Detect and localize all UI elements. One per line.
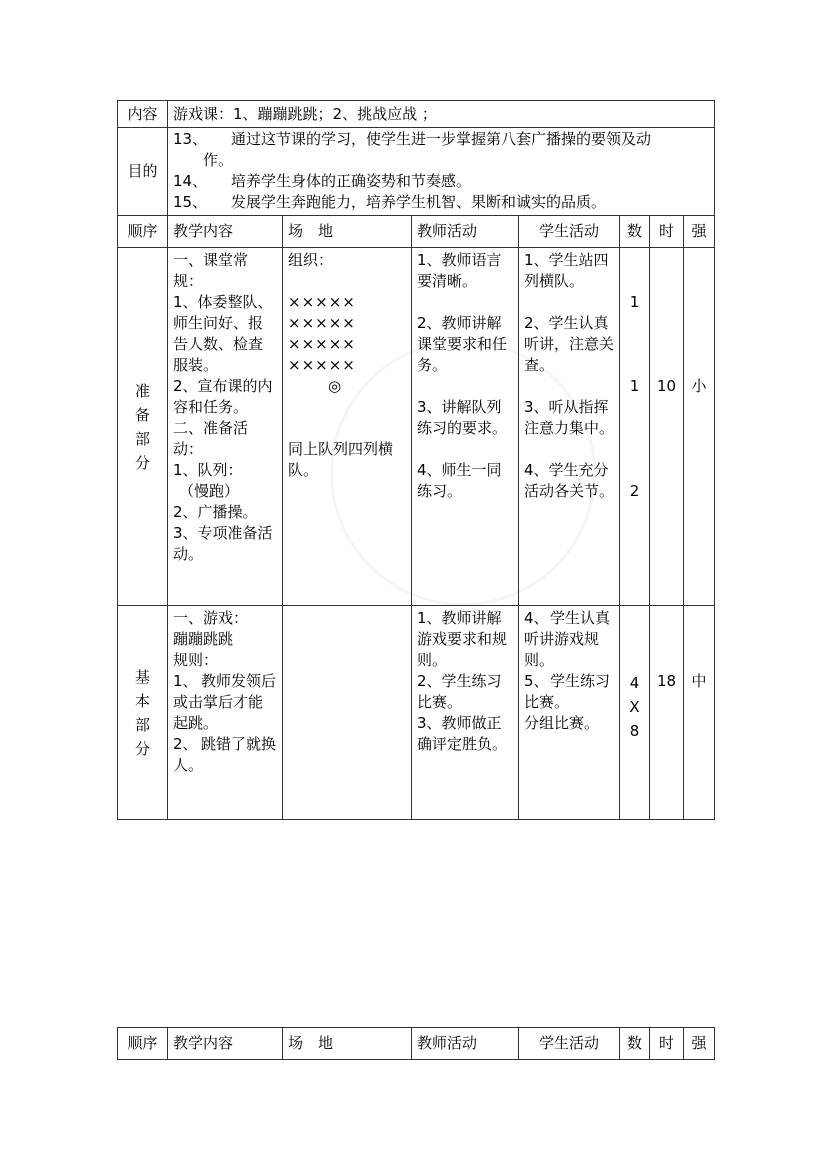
header-order: 顺序	[118, 216, 168, 248]
rule-item: 2、 跳错了就换人。	[173, 735, 277, 774]
header-intensity: 强	[684, 216, 715, 248]
prep-student: 1、学生站四列横队。 2、学生认真听讲，注意关查。 3、听从指挥注意力集中。 4、学生充分活动各关节。	[519, 248, 620, 606]
prep-count: 1 1 2	[620, 248, 650, 606]
prep-time: 10	[650, 248, 684, 606]
header-content: 教学内容	[168, 1028, 283, 1060]
header-teacher: 教师活动	[412, 216, 519, 248]
prep-content: 一、课堂常规： 1、体委整队、师生问好、报告人数、检查服装。 2、宣布课的内容和任务。 二、准备活动： 1、队列： （慢跑） 2、广播操。 3、专项准备活动。	[168, 248, 283, 606]
basic-content: 一、游戏： 蹦蹦跳跳 规则： 1、 教师发领后或击掌后才能起跳。 2、 跳错了就换人。	[168, 606, 283, 820]
header-teacher: 教师活动	[412, 1028, 519, 1060]
goal-item: 15、 发展学生奔跑能力，培养学生机智、果断和诚实的品质。	[173, 193, 607, 211]
header-count: 数	[620, 216, 650, 248]
teacher-mark-icon: ◎	[328, 377, 342, 395]
goal-row	[118, 128, 715, 216]
formation-row: ×××××	[288, 356, 356, 374]
prep-intensity: 小	[684, 248, 715, 606]
header-intensity: 强	[684, 1028, 715, 1060]
header-student: 学生活动	[519, 1028, 620, 1060]
goal-list	[168, 128, 715, 216]
goal-item: 14、 培养学生身体的正确姿势和节奏感。	[173, 172, 472, 190]
prep-section-label: 准备部分	[118, 248, 168, 606]
basic-venue	[283, 606, 412, 820]
content-label: 内容	[118, 101, 168, 128]
header-time: 时	[650, 1028, 684, 1060]
header-count: 数	[620, 1028, 650, 1060]
student-item: 5、学生练习比赛。	[524, 672, 611, 711]
lesson-plan-table-2	[117, 1027, 715, 1060]
prep-venue: 组织： ××××× ××××× ××××× ××××× ◎ 同上队列四列横队。	[283, 248, 412, 606]
basic-teacher: 1、教师讲解游戏要求和规则。 2、学生练习比赛。 3、教师做正确评定胜负。	[412, 606, 519, 820]
basic-time: 18	[650, 606, 684, 820]
basic-intensity: 中	[684, 606, 715, 820]
basic-section-label: 基本部分	[118, 606, 168, 820]
goal-item: 13、 通过这节课的学习，使学生进一步掌握第八套广播操的要领及动	[173, 130, 652, 148]
basic-student: 4、学生认真听讲游戏规则。 5、学生练习比赛。 分组比赛。	[519, 606, 620, 820]
prep-row	[118, 248, 715, 606]
content-text: 游戏课：1、蹦蹦跳跳；2、挑战应战 ；	[168, 101, 715, 128]
header-content: 教学内容	[168, 216, 283, 248]
header-row-2	[118, 1028, 715, 1060]
goal-item-cont: 作。	[203, 151, 234, 169]
formation-row: ×××××	[288, 335, 356, 353]
formation-row: ×××××	[288, 293, 356, 311]
formation-row: ×××××	[288, 314, 356, 332]
goal-label: 目的	[118, 128, 168, 216]
header-venue: 场 地	[283, 216, 412, 248]
header-student: 学生活动	[519, 216, 620, 248]
header-time: 时	[650, 216, 684, 248]
header-order: 顺序	[118, 1028, 168, 1060]
venue-note: 同上队列四列横队。	[288, 440, 394, 479]
basic-row	[118, 606, 715, 820]
prep-teacher: 1、教师语言要清晰。 2、教师讲解课堂要求和任务。 3、讲解队列练习的要求。 4、师生一同练习。	[412, 248, 519, 606]
basic-count: 4X8	[620, 606, 650, 820]
student-item: 4、学生认真听讲游戏规则。	[524, 609, 611, 669]
header-venue: 场 地	[283, 1028, 412, 1060]
header-row	[118, 216, 715, 248]
rule-item: 1、 教师发领后或击掌后才能起跳。	[173, 672, 277, 732]
lesson-plan-table	[117, 100, 715, 820]
content-row	[118, 101, 715, 128]
